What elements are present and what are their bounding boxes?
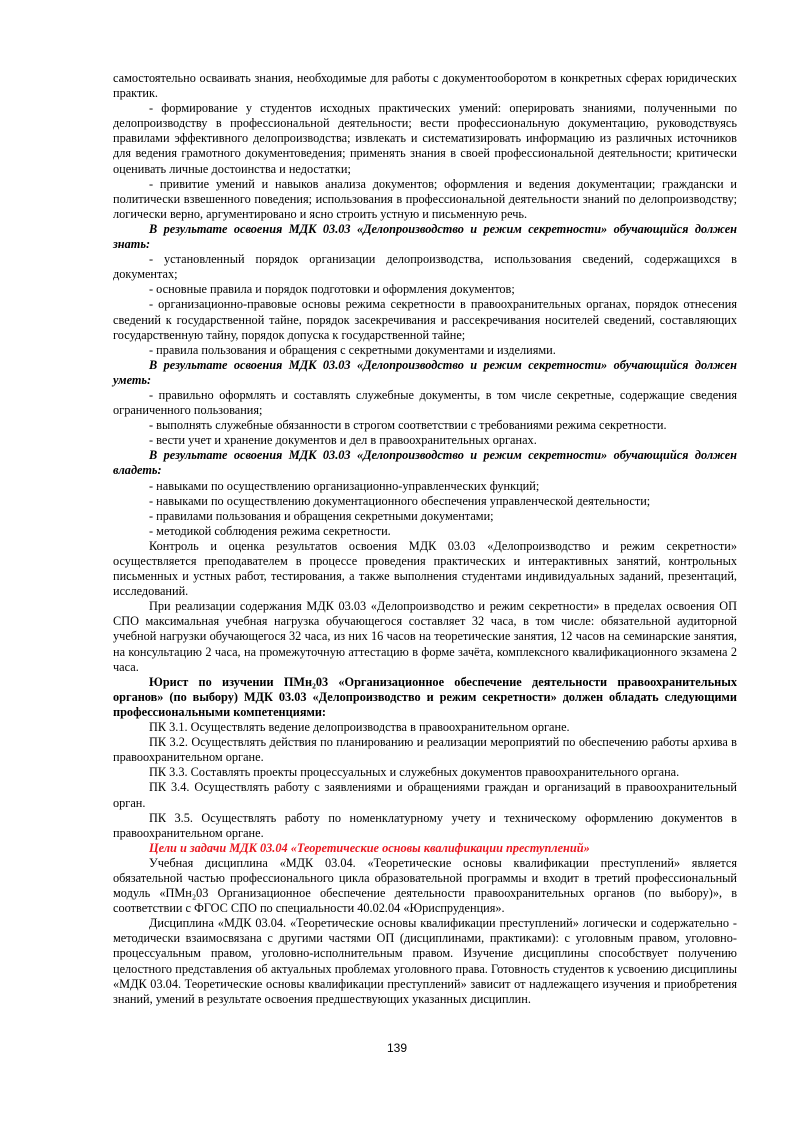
section-heading: В результате освоения МДК 03.03 «Делопроизводство и режим секретности» обучающийся должен владеть: [113,448,737,478]
paragraph: Учебная дисциплина «МДК 03.04. «Теоретические основы квалификации преступлений» является обязательной частью профессионального цикла образовательной программы и входит в третий профессиональный модуль «ПМн₂03 Организационное обеспечение деятельности правоохранительных органов (по выбору)», в соответствии с ФГОС СПО по специальности 40.02.04 «Юриспруденция». [113,855,737,916]
list-item: - организационно-правовые основы режима секретности в правоохранительных органах, порядок отнесения сведений к государственной тайне, порядок засекречивания и рассекречивания носителей сведений, составляющих государственную тайну, порядок допуска к государственной тайне; [113,297,737,342]
section-title: Цели и задачи МДК 03.04 «Теоретические основы квалификации преступлений» [149,840,590,855]
competency-item: ПК 3.1. Осуществлять ведение делопроизводства в правоохранительном органе. [149,720,570,735]
list-item: - навыками по осуществлению организационно-управленческих функций; [149,478,540,493]
list-item: - правила пользования и обращения с секретными документами и изделиями. [149,342,556,357]
list-item: - правилами пользования и обращения секретными документами; [149,508,494,523]
competency-item: ПК 3.2. Осуществлять действия по планированию и реализации мероприятий по обеспечению работы архива в правоохранительном органе. [113,735,737,765]
list-item: - правильно оформлять и составлять служебные документы, в том числе секретные, содержащие сведения ограниченного пользования; [113,387,737,418]
list-item: - установленный порядок организации делопроизводства, использования сведений, содержащихся в документах; [113,252,737,282]
paragraph: Контроль и оценка результатов освоения МДК 03.03 «Делопроизводство и режим секретности» осуществляется преподавателем в процессе проведения практических и интерактивных занятий, контрольных письменных и устных работ, тестирования, а также выполнения студентами индивидуальных заданий, презентаций, исследований. [113,538,737,599]
list-item: - навыками по осуществлению документационного обеспечения управленческой деятельности; [149,493,651,508]
page-number: 139 [386,1041,408,1055]
list-item: - выполнять служебные обязанности в строгом соответствии с требованиями режима секретности. [149,418,667,433]
list-item: - вести учет и хранение документов и дел в правоохранительных органах. [149,433,537,448]
paragraph: самостоятельно осваивать знания, необходимые для работы с документооборотом в конкретных сферах юридических практик. [113,71,737,101]
competency-item: ПК 3.4. Осуществлять работу с заявлениями и обращениями граждан и организаций в правоохранительный орган. [113,780,737,810]
paragraph: Дисциплина «МДК 03.04. «Теоретические основы квалификации преступлений» логически и содержательно - методически взаимосвязана с другими частями ОП (дисциплинами, практиками): с уголовным правом, уголовно-процессуальным правом, уголовно-исполнительным правом. Изучение дисциплины способствует получению целостного представления об актуальных проблемах уголовного права. Готовность студентов к усвоению дисциплины «МДК 03.04. Теоретические основы квалификации преступлений» зависит от надлежащего изучения и приобретения знаний, умений в результате освоения предшествующих указанных дисциплин. [113,916,737,1006]
paragraph: - формирование у студентов исходных практических умений: оперировать знаниями, полученными по делопроизводству в профессиональной деятельности; вести профессиональную документацию, руководствуясь правилами эффективного делопроизводства; извлекать и систематизировать информацию из различных источников для ведения грамотного документоведения; применять знания в своей профессиональной деятельности; критически оценивать личные достоинства и недостатки; [113,101,737,176]
paragraph: - привитие умений и навыков анализа документов; оформления и ведения документации; граждански и политически взвешенного поведения; использования в профессиональной деятельности знаний по делопроизводству; логически верно, аргументировано и ясно строить устную и письменную речь. [113,176,737,221]
list-item: - методикой соблюдения режима секретности. [149,523,391,538]
paragraph: При реализации содержания МДК 03.03 «Делопроизводство и режим секретности» в пределах освоения ОП СПО максимальная учебная нагрузка обучающегося составляет 32 часа, в том числе: обязательной аудиторной учебной нагрузки обучающегося 32 часа, из них 16 часов на теоретические занятия, 12 часов на семинарские занятия, на консультацию 2 часа, на промежуточную аттестацию в форме зачёта, комплексного квалификационного экзамена 2 часа. [113,599,737,674]
competencies-heading: Юрист по изучении ПМн₂03 «Организационное обеспечение деятельности правоохранительных органов» (по выбору) МДК 03.03 «Делопроизводство и режим секретности» должен обладать следующими профессиональными компетенциями: [113,674,737,719]
section-heading: В результате освоения МДК 03.03 «Делопроизводство и режим секретности» обучающийся должен знать: [113,221,737,252]
competency-item: ПК 3.3. Составлять проекты процессуальных и служебных документов правоохранительного органа. [149,765,680,780]
competency-item: ПК 3.5. Осуществлять работу по номенклатурному учету и техническому оформлению документов в правоохранительном органе. [113,810,737,840]
document-body [113,71,737,1007]
section-heading: В результате освоения МДК 03.03 «Делопроизводство и режим секретности» обучающийся должен уметь: [113,357,737,387]
list-item: - основные правила и порядок подготовки и оформления документов; [149,282,515,297]
